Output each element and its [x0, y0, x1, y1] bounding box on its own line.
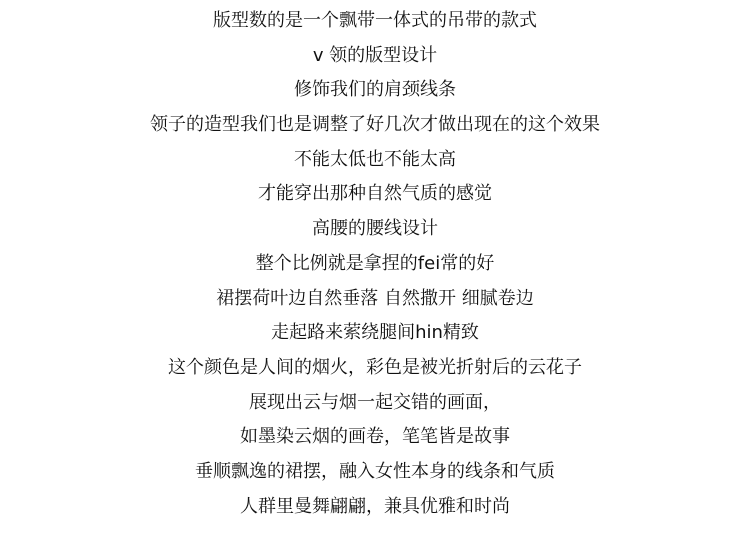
description-line-6: 才能穿出那种自然气质的感觉 — [258, 183, 492, 205]
description-line-8: 整个比例就是拿捏的fei常的好 — [255, 252, 495, 274]
description-line-12: 展现出云与烟一起交错的画面， — [249, 391, 501, 413]
description-line-3: 修饰我们的肩颈线条 — [294, 79, 456, 101]
description-line-14: 垂顺飘逸的裙摆，融入女性本身的线条和气质 — [195, 460, 555, 482]
product-description — [0, 4, 750, 524]
description-line-10: 走起路来萦绕腿间hin精致 — [271, 322, 479, 344]
description-line-7: 高腰的腰线设计 — [312, 218, 438, 240]
description-line-4: 领子的造型我们也是调整了好几次才做出现在的这个效果 — [150, 114, 600, 136]
description-line-9: 裙摆荷叶边自然垂落 自然撒开 细腻卷边 — [216, 287, 534, 309]
description-line-5: 不能太低也不能太高 — [294, 148, 456, 170]
description-line-1: 版型数的是一个飘带一体式的吊带的款式 — [213, 10, 537, 31]
description-line-2: v 领的版型设计 — [312, 44, 438, 66]
description-line-13: 如墨染云烟的画卷，笔笔皆是故事 — [240, 426, 510, 448]
description-line-11: 这个颜色是人间的烟火，彩色是被光折射后的云花子 — [168, 356, 582, 378]
description-line-15: 人群里曼舞翩翩，兼具优雅和时尚 — [240, 495, 510, 517]
